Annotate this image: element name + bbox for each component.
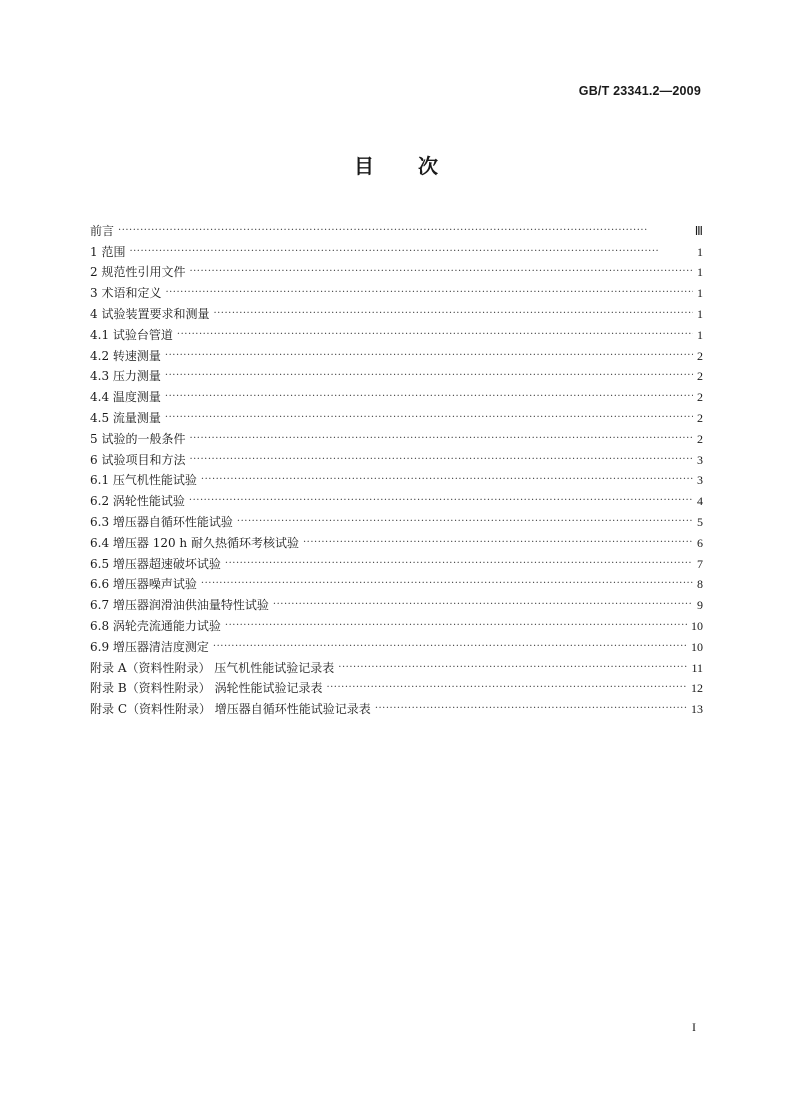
toc-entry-label: 6.4 增压器 120 h 耐久热循环考核试验	[90, 535, 299, 550]
toc-entry-page: 1	[697, 327, 703, 342]
toc-entry-label: 4.5 流量测量	[90, 410, 161, 425]
toc-leader-dots	[165, 286, 693, 300]
toc-entry[interactable]	[90, 321, 703, 342]
toc-entry-page: 1	[697, 306, 703, 321]
toc-entry-page: 2	[697, 348, 703, 363]
toc-entry-page: Ⅲ	[694, 223, 703, 238]
toc-entry-label: 2 规范性引用文件	[90, 265, 186, 280]
standard-code: GB/T 23341.2—2009	[578, 84, 701, 98]
toc-entry-label: 6 试验项目和方法	[90, 452, 186, 467]
toc-entry[interactable]	[90, 695, 703, 716]
toc-entry-page: 2	[697, 390, 703, 405]
toc-entry-page: 11	[691, 660, 703, 675]
toc-entry-page: 8	[697, 577, 703, 592]
toc-leader-dots	[177, 328, 693, 342]
toc-entry-label: 6.8 涡轮壳流通能力试验	[90, 618, 221, 633]
toc-entry-page: 6	[697, 535, 703, 550]
toc-entry-label: 4.1 试验台管道	[90, 327, 173, 342]
page-title-right: 次	[418, 154, 438, 178]
toc-entry-label: 附录 A（资料性附录） 压气机性能试验记录表	[90, 660, 335, 675]
toc-entry-label: 6.5 增压器超速破坏试验	[90, 556, 221, 571]
toc-entry[interactable]	[90, 342, 703, 363]
toc-leader-dots	[213, 640, 687, 654]
toc-entry-label: 6.2 涡轮性能试验	[90, 494, 185, 509]
toc-entry-label: 4.3 压力测量	[90, 369, 161, 384]
toc-entry[interactable]	[90, 633, 703, 654]
toc-entry-page: 1	[697, 265, 703, 280]
toc-entry-label: 6.9 增压器清洁度测定	[90, 639, 209, 654]
toc-leader-dots	[201, 473, 693, 487]
toc-entry[interactable]	[90, 300, 703, 321]
toc-entry[interactable]	[90, 675, 703, 696]
toc-entry-label: 6.6 增压器噪声试验	[90, 577, 197, 592]
toc-entry[interactable]	[90, 238, 703, 259]
toc-entry[interactable]	[90, 487, 703, 508]
toc-leader-dots	[165, 411, 693, 425]
toc-entry-page: 1	[697, 244, 703, 259]
toc-entry-page: 7	[697, 556, 703, 571]
toc-entry[interactable]	[90, 259, 703, 280]
toc-entry[interactable]	[90, 446, 703, 467]
toc-leader-dots	[375, 702, 687, 716]
toc-leader-dots	[225, 557, 693, 571]
toc-leader-dots	[189, 453, 693, 467]
toc-entry-label: 6.7 增压器润滑油供油量特性试验	[90, 598, 269, 613]
toc-leader-dots	[303, 536, 693, 550]
toc-leader-dots	[118, 224, 691, 238]
toc-leader-dots	[338, 661, 687, 675]
toc-entry[interactable]	[90, 404, 703, 425]
toc-entry[interactable]	[90, 550, 703, 571]
toc-entry-page: 9	[697, 598, 703, 613]
toc-leader-dots	[165, 390, 693, 404]
toc-entry[interactable]	[90, 425, 703, 446]
page-title-left: 目	[354, 154, 374, 178]
toc-entry-label: 4 试验装置要求和测量	[90, 306, 210, 321]
toc-entry[interactable]	[90, 654, 703, 675]
toc-entry-page: 2	[697, 431, 703, 446]
table-of-contents	[90, 217, 703, 716]
toc-entry[interactable]	[90, 217, 703, 238]
toc-leader-dots	[326, 681, 687, 695]
toc-leader-dots	[237, 515, 693, 529]
toc-entry[interactable]	[90, 612, 703, 633]
toc-entry-label: 4.4 温度测量	[90, 390, 161, 405]
toc-leader-dots	[189, 265, 693, 279]
toc-entry[interactable]	[90, 279, 703, 300]
toc-entry-page: 2	[697, 369, 703, 384]
toc-entry[interactable]	[90, 571, 703, 592]
toc-entry-label: 1 范围	[90, 244, 126, 259]
toc-entry-page: 13	[691, 702, 703, 717]
toc-entry-label: 6.1 压气机性能试验	[90, 473, 197, 488]
footer-page-number: I	[692, 1020, 696, 1034]
toc-leader-dots	[165, 369, 693, 383]
toc-leader-dots	[165, 349, 693, 363]
toc-entry-label: 3 术语和定义	[90, 286, 162, 301]
toc-leader-dots	[189, 432, 693, 446]
toc-leader-dots	[213, 307, 693, 321]
toc-leader-dots	[201, 577, 693, 591]
toc-leader-dots	[273, 598, 693, 612]
toc-entry[interactable]	[90, 363, 703, 384]
toc-entry-page: 4	[697, 494, 703, 509]
toc-entry[interactable]	[90, 529, 703, 550]
toc-entry-label: 4.2 转速测量	[90, 348, 161, 363]
toc-entry-page: 3	[697, 452, 703, 467]
toc-entry[interactable]	[90, 508, 703, 529]
toc-entry-label: 附录 B（资料性附录） 涡轮性能试验记录表	[90, 681, 323, 696]
toc-entry[interactable]	[90, 383, 703, 404]
toc-leader-dots	[189, 494, 693, 508]
toc-entry-page: 5	[697, 514, 703, 529]
toc-entry-page: 12	[691, 681, 703, 696]
toc-entry-page: 3	[697, 473, 703, 488]
toc-entry-label: 5 试验的一般条件	[90, 431, 186, 446]
toc-leader-dots	[225, 619, 687, 633]
toc-entry-label: 附录 C（资料性附录） 增压器自循环性能试验记录表	[90, 702, 371, 717]
toc-entry[interactable]	[90, 591, 703, 612]
toc-entry-page: 10	[691, 618, 703, 633]
toc-entry[interactable]	[90, 467, 703, 488]
toc-entry-page: 1	[697, 286, 703, 301]
toc-entry-label: 6.3 增压器自循环性能试验	[90, 514, 233, 529]
toc-leader-dots	[129, 245, 693, 259]
toc-entry-label: 前言	[90, 223, 115, 238]
toc-entry-page: 10	[691, 639, 703, 654]
toc-entry-page: 2	[697, 410, 703, 425]
page-title	[0, 150, 792, 179]
